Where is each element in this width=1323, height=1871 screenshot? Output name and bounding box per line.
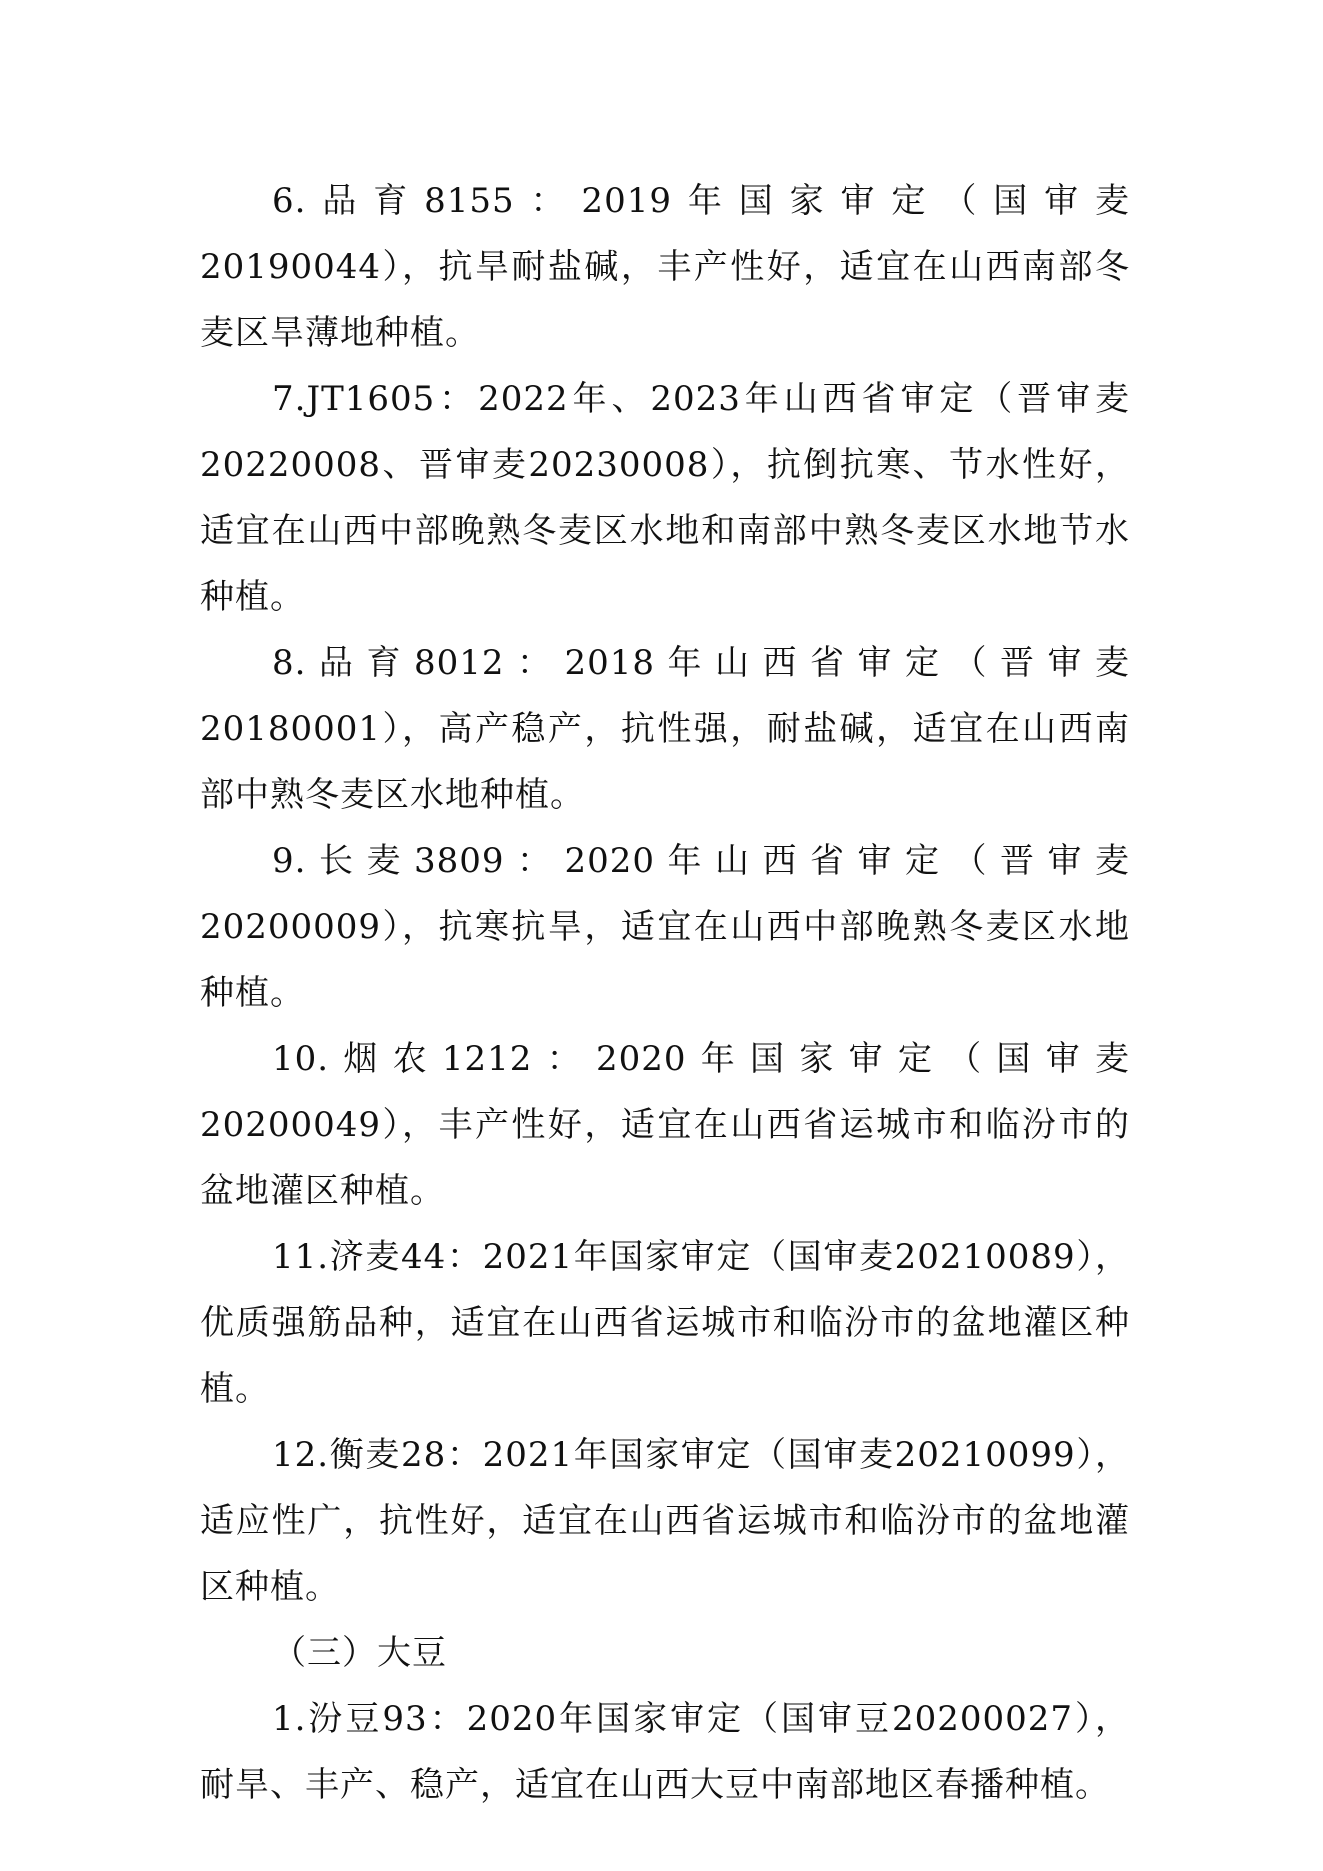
- document-page: [200, 168, 1130, 1818]
- variety-entry-10: 10.烟农1212：2020年国家审定（国审麦20200049），丰产性好，适宜在山西省运城市和临汾市的盆地灌区种植。: [200, 1039, 1130, 1211]
- variety-entry-9: 9.长麦3809：2020年山西省审定（晋审麦20200009），抗寒抗旱，适宜在山西中部晚熟冬麦区水地种植。: [200, 841, 1130, 1013]
- soybean-entry-1: 1.汾豆93：2020年国家审定（国审豆20200027），耐旱、丰产、稳产，适宜在山西大豆中南部地区春播种植。: [200, 1699, 1130, 1805]
- variety-entry-6: 6.品育8155：2019年国家审定（国审麦20190044），抗旱耐盐碱，丰产性好，适宜在山西南部冬麦区旱薄地种植。: [200, 181, 1130, 353]
- section-heading-soybean: （三）大豆: [272, 1633, 447, 1673]
- variety-entry-12: 12.衡麦28：2021年国家审定（国审麦20210099），适应性广，抗性好，适宜在山西省运城市和临汾市的盆地灌区种植。: [200, 1435, 1130, 1607]
- variety-entry-8: 8.品育8012：2018年山西省审定（晋审麦20180001），高产稳产，抗性强，耐盐碱，适宜在山西南部中熟冬麦区水地种植。: [200, 643, 1130, 815]
- variety-entry-7: 7.JT1605：2022年、2023年山西省审定（晋审麦20220008、晋审麦20230008），抗倒抗寒、节水性好，适宜在山西中部晚熟冬麦区水地和南部中熟冬麦区水地节水种植。: [200, 379, 1130, 617]
- variety-entry-11: 11.济麦44：2021年国家审定（国审麦20210089），优质强筋品种，适宜在山西省运城市和临汾市的盆地灌区种植。: [200, 1237, 1130, 1409]
